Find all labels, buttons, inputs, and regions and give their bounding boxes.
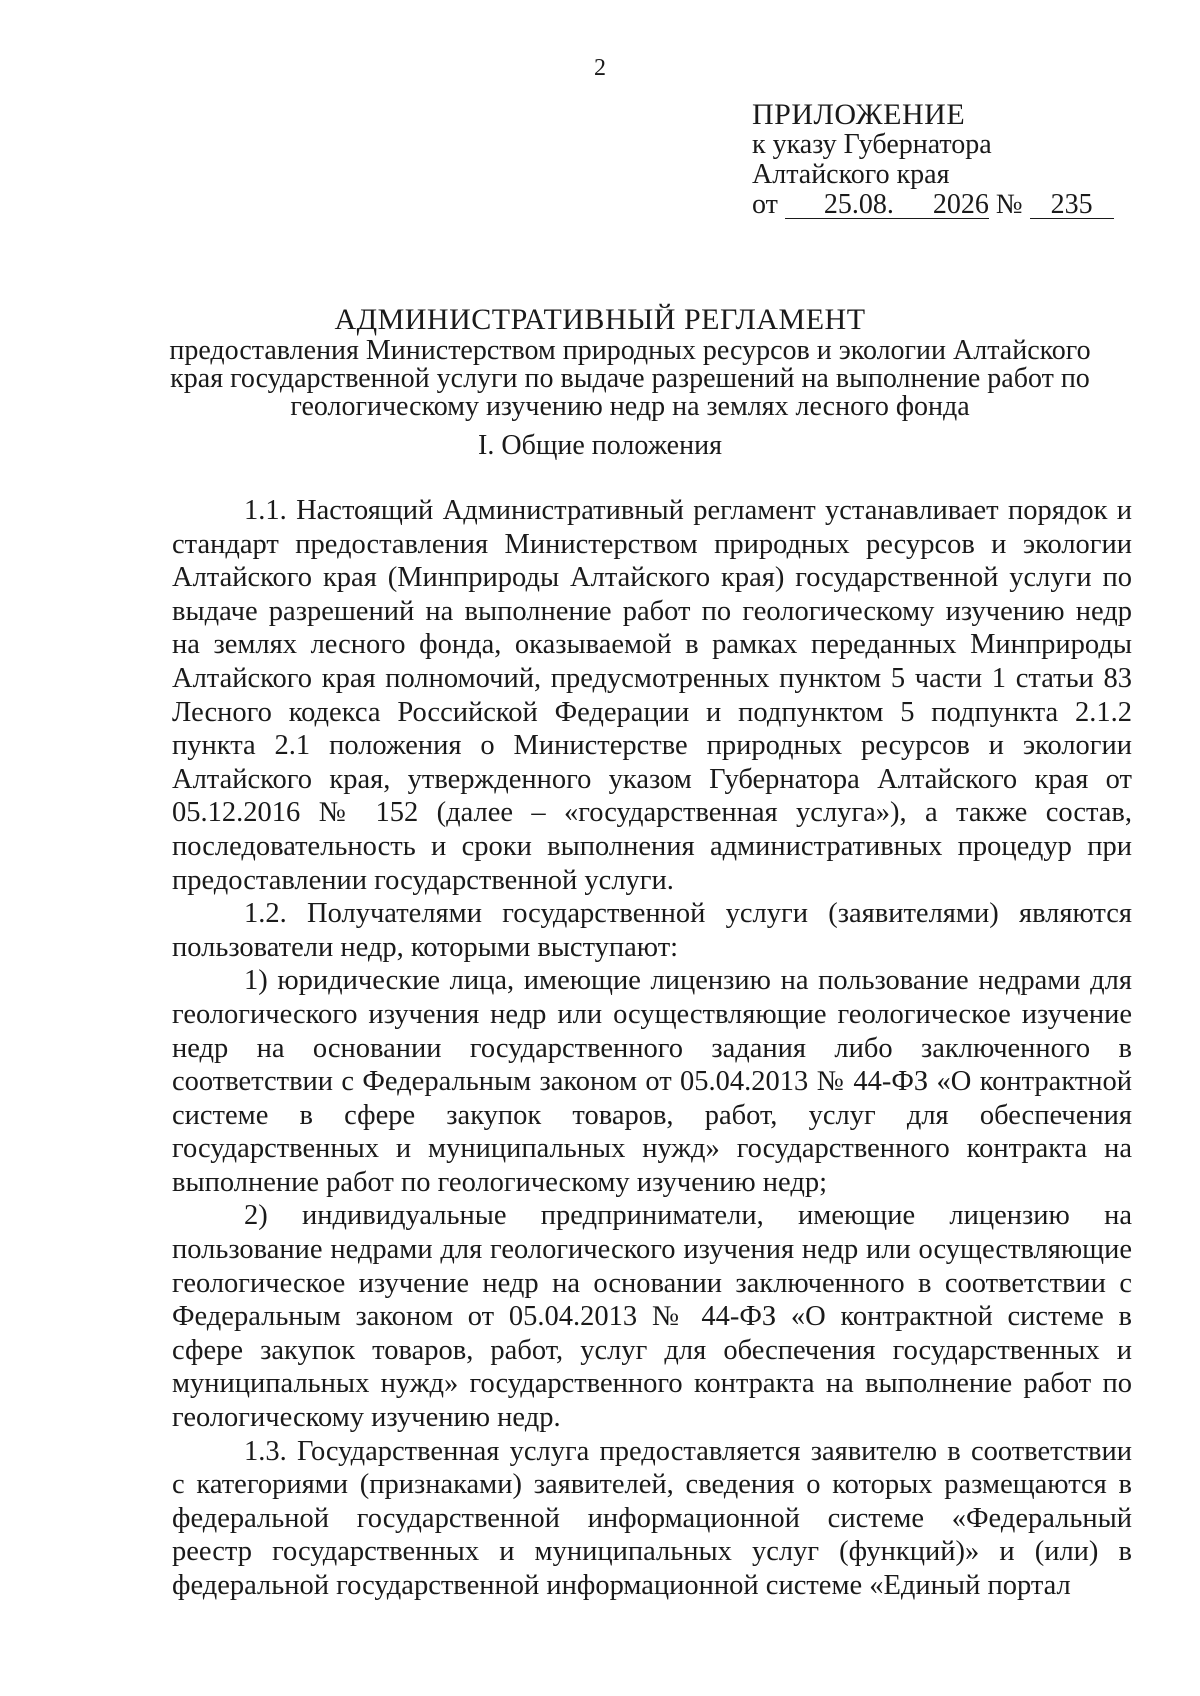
- decree-year: 2026: [932, 189, 989, 220]
- date-prefix: от: [752, 189, 778, 220]
- paragraph-1-2: 1.2. Получателями государственной услуги (заявителями) являются пользователи недр, которыми выступают:: [172, 898, 1132, 963]
- appendix-block: [752, 100, 1114, 220]
- regulation-title: АДМИНИСТРАТИВНЫЙ РЕГЛАМЕНТ: [334, 303, 866, 336]
- body-text: [172, 494, 1132, 1603]
- appendix-date-line: [752, 190, 1114, 220]
- paragraph-1-3: 1.3. Государственная услуга предоставляется заявителю в соответствии с категориями (признаками) заявителей, сведения о которых размещаются в федеральной государственной информационной системе «Федеральный реестр государственных и муниципальных услуг (функций)» и (или) в федеральной государственной информационной системе «Единый портал: [172, 1435, 1132, 1601]
- decree-date: 25.08.: [785, 192, 933, 219]
- decree-number: 235: [1030, 192, 1114, 219]
- section-heading: I. Общие положения: [478, 430, 722, 461]
- appendix-region-line: Алтайского края: [752, 159, 950, 190]
- paragraph-item-2: 2) индивидуальные предприниматели, имеющие лицензию на пользование недрами для геологического изучения недр или осуществляющие геологическое изучение недр на основании заключенного в соответствии с Федеральным законом от 05.04.2013 № 44-ФЗ «О контрактной системе в сфере закупок товаров, работ, услуг для обеспечения государственных и муниципальных нужд» государственного контракта на выполнение работ по геологическому изучению недр.: [172, 1200, 1132, 1434]
- appendix-title: ПРИЛОЖЕНИЕ: [752, 98, 966, 131]
- paragraph-item-1: 1) юридические лица, имеющие лицензию на пользование недрами для геологического изучения недр или осуществляющие геологическое изучение недр на основании государственного задания либо заключенного в соответствии с Федеральным законом от 05.04.2013 № 44-ФЗ «О контрактной системе в сфере закупок товаров, работ, услуг для обеспечения государственных и муниципальных нужд» государственного контракта на выполнение работ по геологическому изучению недр;: [172, 965, 1132, 1198]
- appendix-decree-line: к указу Губернатора: [752, 129, 992, 160]
- regulation-subtitle: предоставления Министерством природных ресурсов и экологии Алтайского края государственной услуги по выдаче разрешений на выполнение работ по геологическому изучению недр на землях лесного фонда: [169, 335, 1091, 422]
- number-sign: №: [995, 189, 1023, 220]
- paragraph-1-1: 1.1. Настоящий Административный регламент устанавливает порядок и стандарт предоставления Министерством природных ресурсов и экологии Алтайского края (Минприроды Алтайского края) государственной услуги по выдаче разрешений на выполнение работ по геологическому изучению недр на землях лесного фонда, оказываемой в рамках переданных Минприроды Алтайского края полномочий, предусмотренных пунктом 5 части 1 статьи 83 Лесного кодекса Российской Федерации и подпунктом 5 подпункта 2.1.2 пункта 2.1 положения о Министерстве природных ресурсов и экологии Алтайского края, утвержденного указом Губернатора Алтайского края от 05.12.2016 № 152 (далее – «государственная услуга»), а также состав, последовательность и сроки выполнения административных процедур при предоставлении государственной услуги.: [172, 495, 1132, 896]
- page-number: 2: [594, 55, 606, 81]
